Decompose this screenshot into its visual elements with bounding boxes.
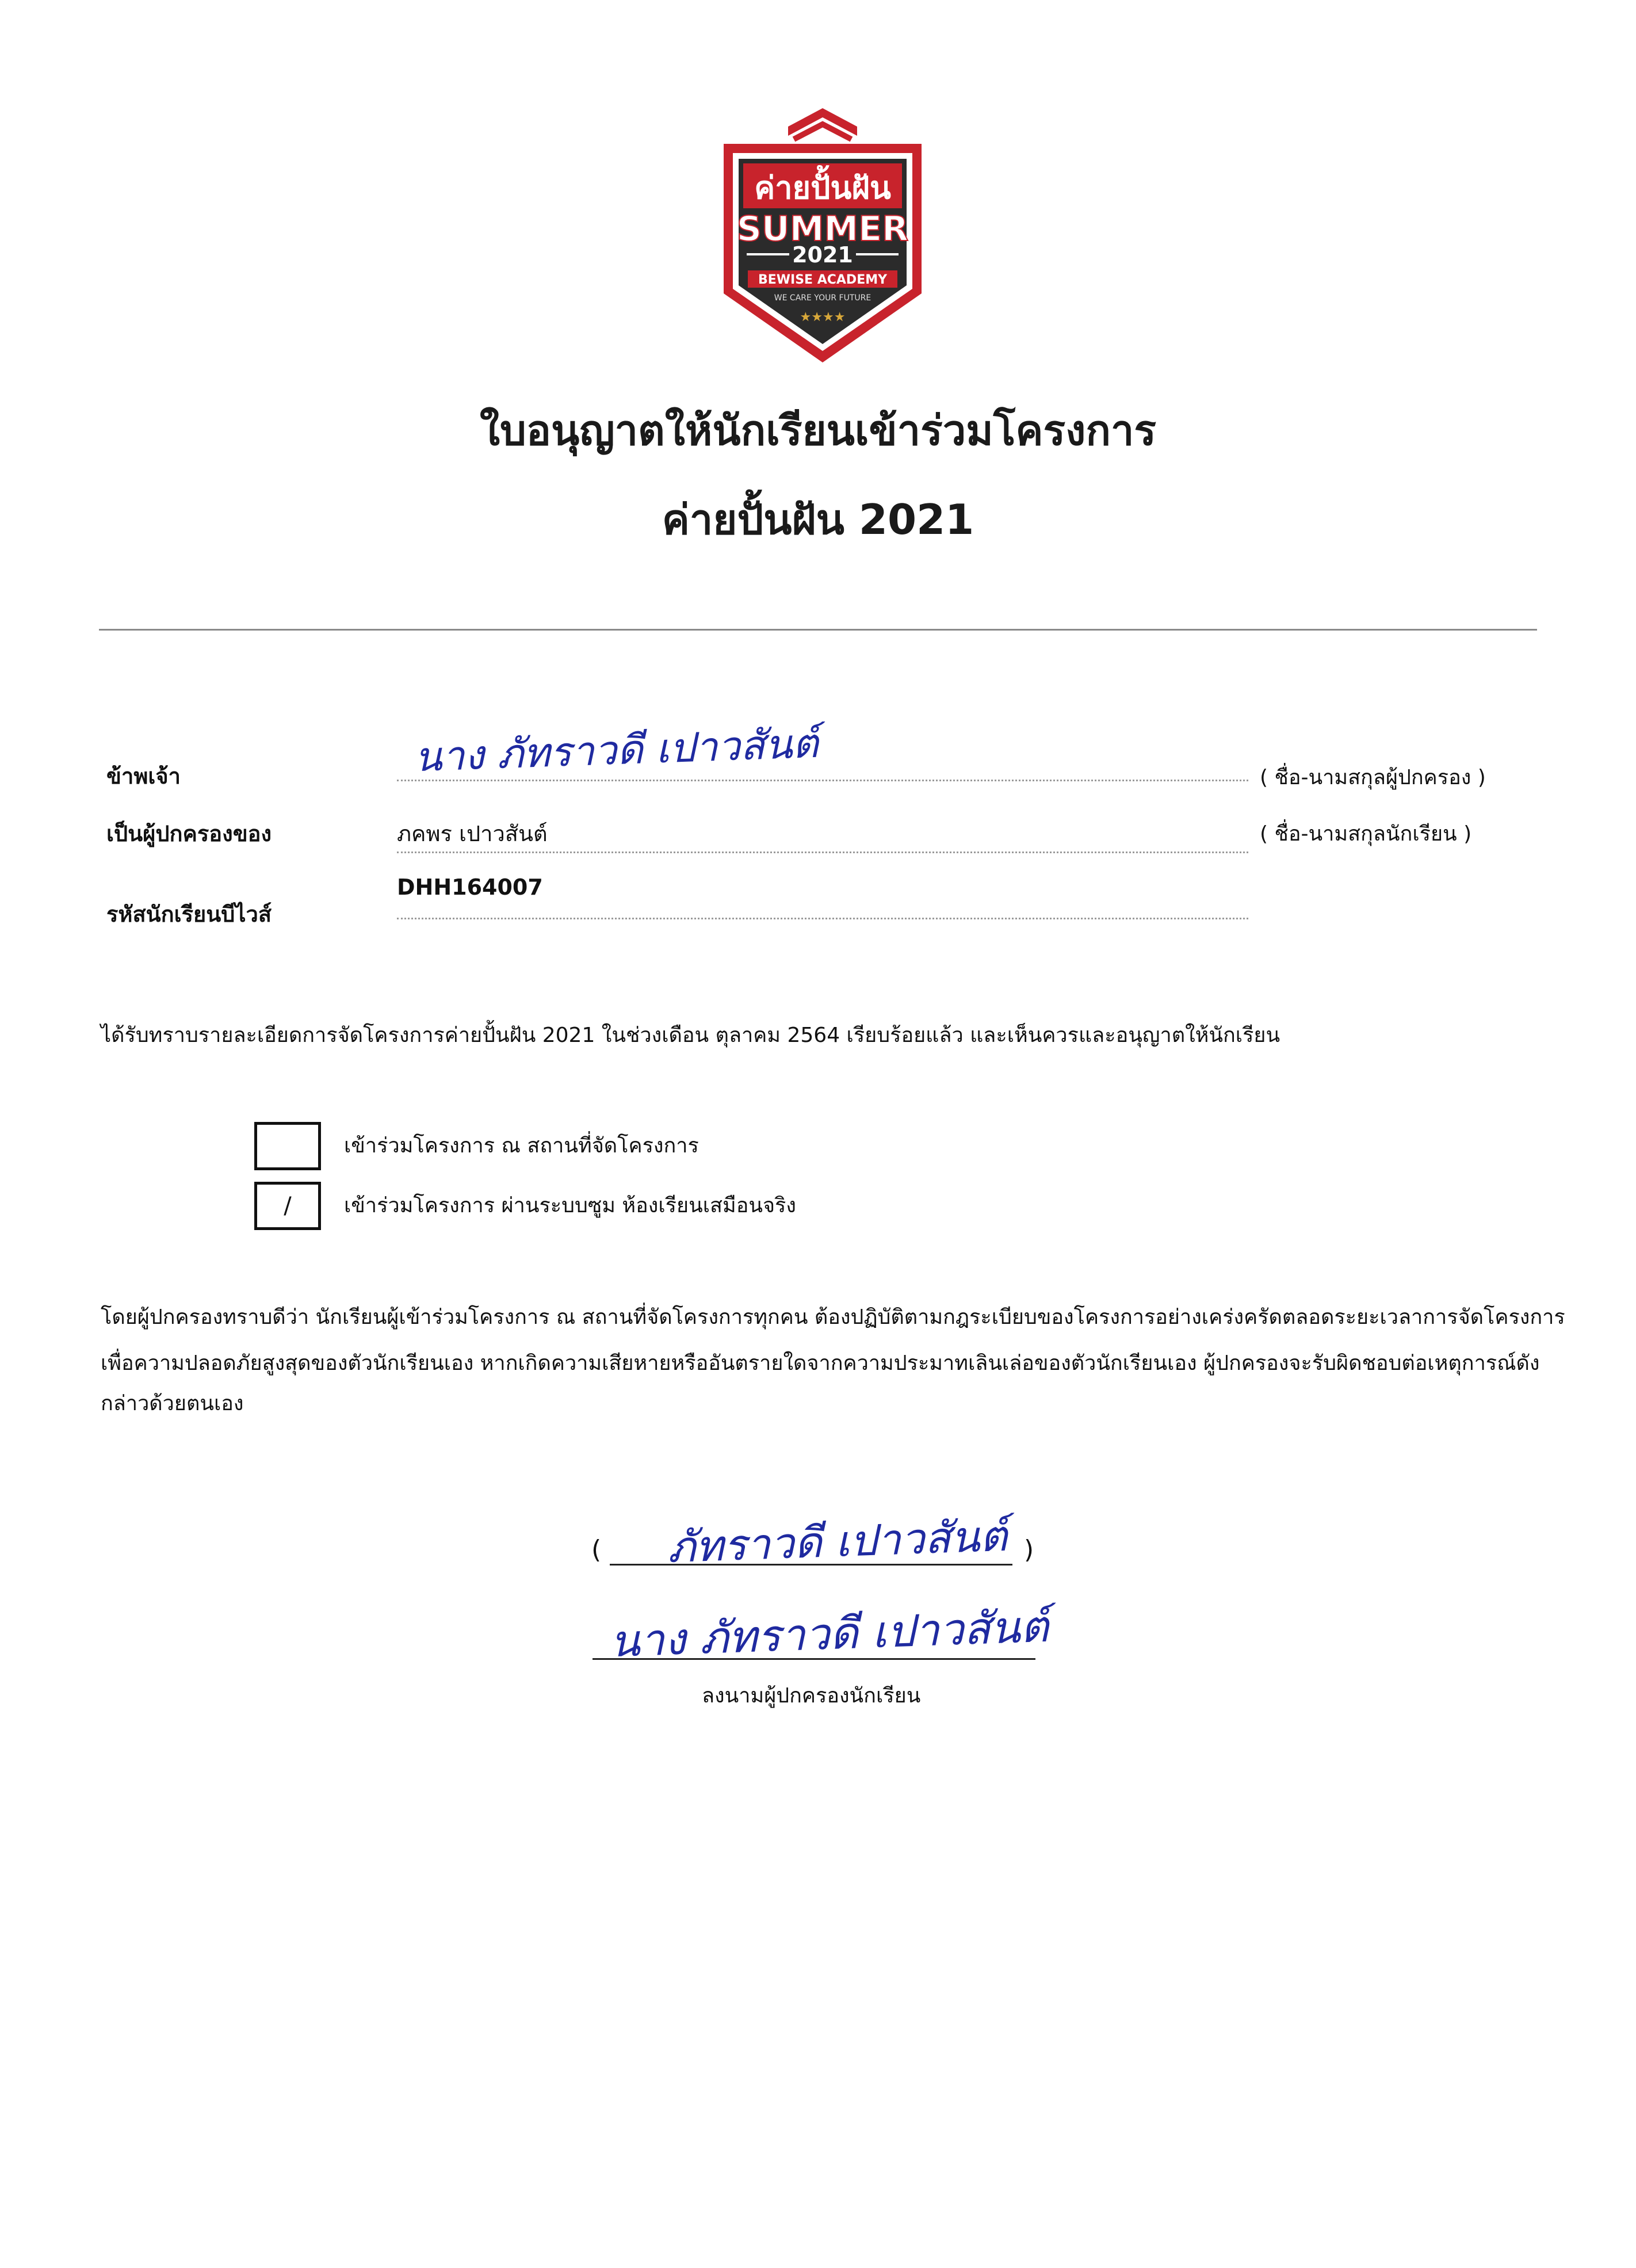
disclaimer-line-3: กล่าวด้วยตนเอง	[101, 1392, 244, 1415]
parent-name-hint: ( ชื่อ-นามสกุลผู้ปกครอง )	[1260, 766, 1486, 789]
student-label: เป็นผู้ปกครองของ	[106, 821, 272, 846]
parent-name-handwritten: นาง ภัทราวดี เปาวสันต์	[413, 719, 820, 781]
disclaimer-line-2: เพื่อความปลอดภัยสูงสุดของตัวนักเรียนเอง หากเกิดความเสียหายหรืออันตรายใดจากความประมาทเลินเล่อของตัวนักเรียนเอง ผู้ปกครองจะรับผิดชอบต่อเหตุการณ์ดัง	[101, 1351, 1540, 1375]
svg-text:2021: 2021	[792, 242, 853, 268]
student-id-label: รหัสนักเรียนบีไวส์	[106, 902, 272, 927]
signature-line	[593, 1658, 1035, 1660]
summer-camp-logo	[713, 104, 932, 368]
disclaimer-line-1: โดยผู้ปกครองทราบดีว่า นักเรียนผู้เข้าร่วมโครงการ ณ สถานที่จัดโครงการทุกคน ต้องปฏิบัติตามกฎระเบียบของโครงการอย่างเคร่งครัดตลอดระยะเวลาการจัดโครงการ	[101, 1305, 1565, 1329]
svg-text:SUMMER: SUMMER	[736, 209, 909, 249]
online-option-mark: /	[284, 1193, 292, 1219]
svg-text:WE CARE YOUR FUTURE: WE CARE YOUR FUTURE	[774, 293, 871, 303]
printed-name-handwritten: ภัทราวดี เปาวสันต์	[666, 1511, 1008, 1573]
header-divider	[99, 629, 1537, 631]
signature-close-paren: )	[1024, 1535, 1034, 1564]
online-option-checkbox[interactable]	[254, 1182, 321, 1230]
student-id-value: DHH164007	[397, 875, 543, 900]
parent-name-line	[397, 780, 1248, 781]
student-id-line	[397, 918, 1248, 919]
student-name-value: ภคพร เปาวสันต์	[397, 821, 548, 846]
svg-text:★★★★: ★★★★	[800, 310, 846, 324]
parent-label: ข้าพเจ้า	[106, 763, 181, 789]
onsite-option-label: เข้าร่วมโครงการ ณ สถานที่จัดโครงการ	[344, 1134, 699, 1158]
camp-title: ค่ายปั้นฝัน 2021	[662, 495, 974, 544]
parent-signature: นาง ภัทราวดี เปาวสันต์	[609, 1600, 1050, 1667]
online-option-label: เข้าร่วมโครงการ ผ่านระบบซูม ห้องเรียนเสมือนจริง	[344, 1194, 796, 1217]
signature-open-paren: (	[591, 1535, 602, 1564]
student-name-hint: ( ชื่อ-นามสกุลนักเรียน )	[1260, 822, 1472, 846]
onsite-option-checkbox[interactable]	[254, 1122, 321, 1170]
form-title: ใบอนุญาตให้นักเรียนเข้าร่วมโครงการ	[479, 406, 1157, 455]
svg-text:ค่ายปั้นฝัน: ค่ายปั้นฝัน	[754, 170, 891, 206]
printed-name-line	[610, 1564, 1012, 1566]
signature-caption: ลงนามผู้ปกครองนักเรียน	[702, 1684, 921, 1708]
svg-text:BEWISE ACADEMY: BEWISE ACADEMY	[758, 273, 888, 287]
student-name-line	[397, 852, 1248, 853]
acknowledgement-statement: ได้รับทราบรายละเอียดการจัดโครงการค่ายปั้นฝัน 2021 ในช่วงเดือน ตุลาคม 2564 เรียบร้อยแล้ว และเห็นควรและอนุญาตให้นักเรียน	[101, 1024, 1280, 1047]
